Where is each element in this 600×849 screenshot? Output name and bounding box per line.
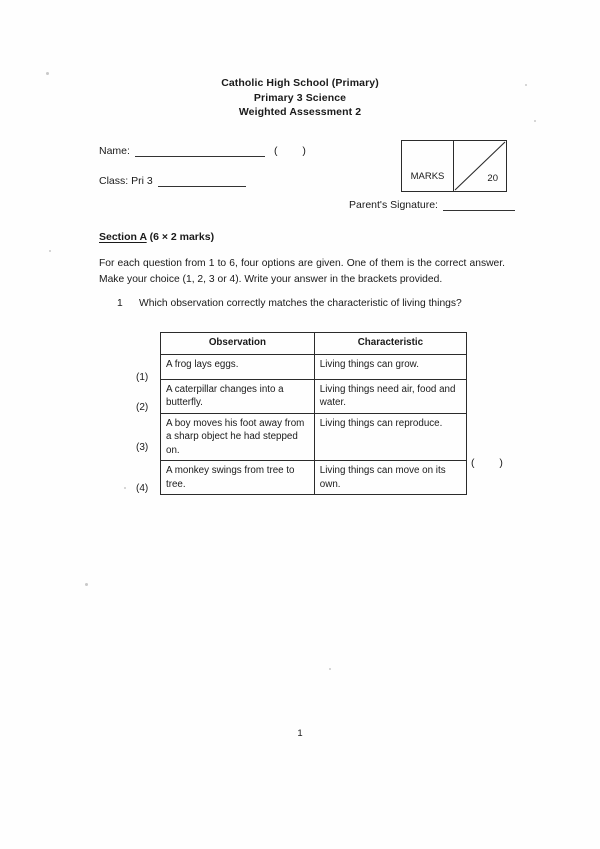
name-label: Name: bbox=[99, 145, 130, 157]
scan-artifact bbox=[49, 250, 51, 252]
scan-artifact bbox=[46, 72, 49, 75]
cell-observation: A boy moves his foot away from a sharp object he had stepped on. bbox=[161, 413, 315, 461]
parent-signature-row bbox=[349, 199, 520, 211]
scan-artifact bbox=[85, 583, 88, 586]
parent-signature-label: Parent's Signature: bbox=[349, 199, 438, 211]
name-input[interactable] bbox=[135, 145, 265, 157]
table-row[interactable] bbox=[161, 461, 467, 495]
class-input[interactable] bbox=[158, 175, 246, 187]
page-number: 1 bbox=[297, 728, 303, 739]
cell-observation: A caterpillar changes into a butterfly. bbox=[161, 379, 315, 413]
section-title: Section A bbox=[99, 231, 147, 243]
option-label-1: (1) bbox=[136, 372, 149, 383]
option-label-column bbox=[136, 340, 160, 505]
option-label-4: (4) bbox=[136, 482, 149, 494]
cell-observation: A monkey swings from tree to tree. bbox=[161, 461, 315, 495]
document-header bbox=[0, 76, 600, 120]
assessment-title: Weighted Assessment 2 bbox=[238, 106, 362, 118]
school-name: Catholic High School (Primary) bbox=[221, 77, 379, 89]
cell-characteristic: Living things can grow. bbox=[314, 354, 466, 379]
section-instructions: For each question from 1 to 6, four options are given. One of them is the correct answer. Make your choice (1, 2, 3 or 4). Write your answer in the brackets provided. bbox=[99, 258, 505, 285]
table-row[interactable] bbox=[161, 354, 467, 379]
table-row[interactable] bbox=[161, 413, 467, 461]
question-1 bbox=[117, 296, 505, 312]
column-header-characteristic: Characteristic bbox=[314, 333, 466, 355]
answer-bracket[interactable]: ( ) bbox=[471, 457, 514, 469]
marks-total: 20 bbox=[487, 173, 498, 184]
table-row[interactable] bbox=[161, 379, 467, 413]
marks-label: MARKS bbox=[402, 141, 454, 191]
scan-artifact bbox=[534, 120, 536, 122]
cell-characteristic: Living things can move on its own. bbox=[314, 461, 466, 495]
subject-line: Primary 3 Science bbox=[253, 91, 347, 104]
class-label: Class: Pri 3 bbox=[99, 175, 153, 187]
name-field-row bbox=[99, 145, 317, 157]
column-header-observation: Observation bbox=[161, 333, 315, 355]
diagonal-divider-icon bbox=[454, 141, 506, 191]
cell-observation: A frog lays eggs. bbox=[161, 354, 315, 379]
name-index-bracket[interactable]: ( ) bbox=[273, 145, 317, 157]
scan-artifact bbox=[329, 668, 331, 670]
cell-characteristic: Living things need air, food and water. bbox=[314, 379, 466, 413]
options-table bbox=[160, 332, 467, 495]
class-field-row bbox=[99, 175, 251, 187]
option-label-3: (3) bbox=[136, 442, 149, 453]
section-heading bbox=[99, 231, 214, 243]
parent-signature-input[interactable] bbox=[443, 199, 515, 211]
marks-box bbox=[401, 140, 507, 192]
option-label-2: (2) bbox=[136, 401, 149, 413]
table-header-row bbox=[161, 333, 467, 355]
section-marks-note: (6 × 2 marks) bbox=[146, 231, 215, 243]
cell-characteristic: Living things can reproduce. bbox=[314, 413, 466, 461]
scan-artifact bbox=[124, 487, 126, 489]
marks-score-cell[interactable] bbox=[454, 141, 506, 191]
question-number: 1 bbox=[117, 298, 123, 309]
question-text: Which observation correctly matches the characteristic of living things? bbox=[139, 298, 462, 309]
